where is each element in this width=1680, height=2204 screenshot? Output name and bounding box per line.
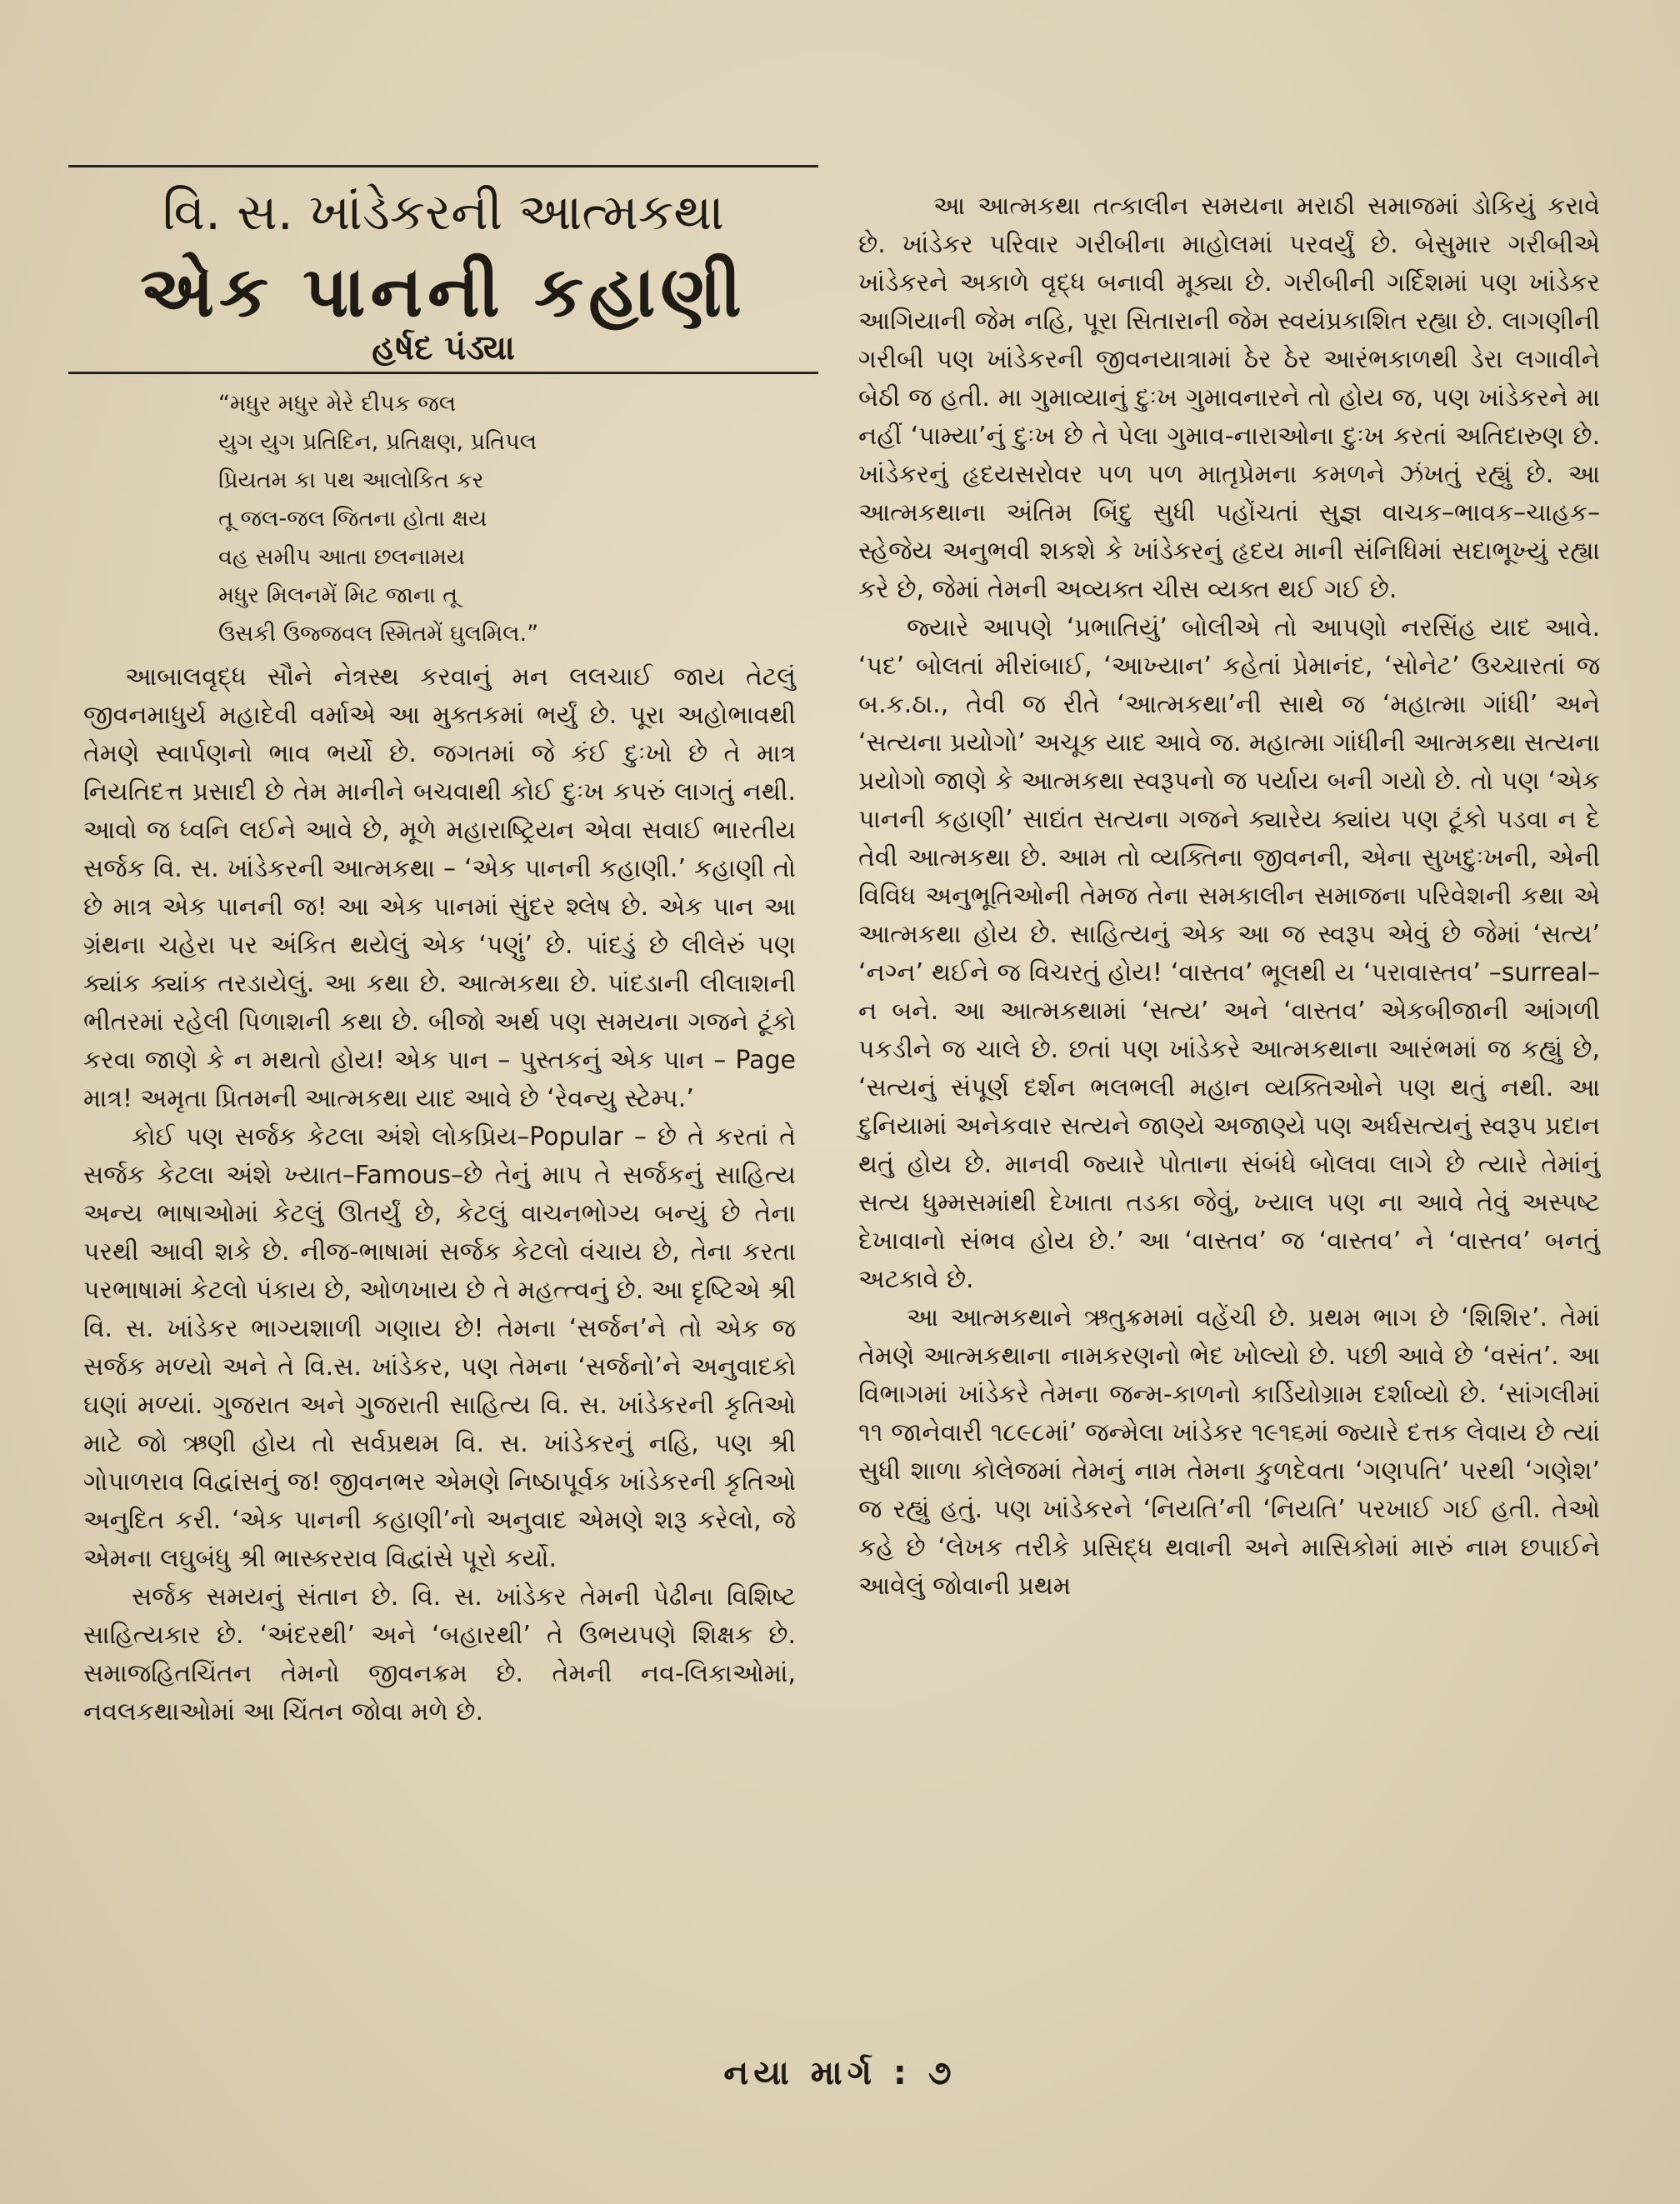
body-paragraph: આબાલવૃદ્ધ સૌને નેત્રસ્થ કરવાનું મન લલચાઈ જાય તેટલું જીવનમાધુર્ય મહાદેવી વર્માએ આ મુક્તકમાં ભર્યું છે. પૂરા અહોભાવથી તેમણે સ્વાર્પણનો ભાવ ભર્યો છે. જગતમાં જે કંઈ દુઃખો છે તે માત્ર નિયતિદત્ત પ્રસાદી છે તેમ માનીને બચવાથી કોઈ દુઃખ કપરું લાગતું નથી. આવો જ ધ્વનિ લઈને આવે છે, મૂળે મહારાષ્ટ્રિયન એવા સવાઈ ભારતીય સર્જક વિ. સ. ખાંડેકરની આત્મકથા – ‘એક પાનની કહાણી.’ કહાણી તો છે માત્ર એક પાનની જ! આ એક પાનમાં સુંદર શ્લેષ છે. એક પાન આ ગ્રંથના ચહેરા પર અંકિત થયેલું એક ‘પણું’ છે. પાંદડું છે લીલેરું પણ ક્યાંક ક્યાંક તરડાયેલું. આ કથા છે. આત્મકથા છે. પાંદડાની લીલાશની ભીતરમાં રહેલી પિળાશની કથા છે. બીજો અર્થ પણ સમયના ગજને ટૂંકો કરવા જાણે કે ન મથતો હોય! એક પાન – પુસ્તકનું એક પાન – Page માત્ર! અમૃતા પ્રિતમની આત્મકથા યાદ આવે છે ‘રેવન્યુ સ્ટેમ્પ.’ — [83, 662, 796, 1113]
poem-line: યુગ યુગ પ્રતિદિન, પ્રતિક્ષણ, પ્રતિપલ — [218, 429, 538, 455]
title-bottom-rule — [68, 372, 818, 374]
poem-line: “મધુર મધુર મેરે દીપક જલ — [218, 391, 457, 417]
body-paragraph: આ આત્મકથા તત્કાલીન સમયના મરાઠી સમાજમાં ડોકિયું કરાવે છે. ખાંડેકર પરિવાર ગરીબીના માહોલમાં પરવર્યું છે. બેસુમાર ગરીબીએ ખાંડેકરને અકાળે વૃદ્ધ બનાવી મૂક્યા છે. ગરીબીની ગર્દિશમાં પણ ખાંડેકર આગિયાની જેમ નહિ, પૂરા સિતારાની જેમ સ્વયંપ્રકાશિત રહ્યા છે. લાગણીની ગરીબી પણ ખાંડેકરની જીવનયાત્રામાં ઠેર ઠેર આરંભકાળથી ડેરા લગાવીને બેઠી જ હતી. મા ગુમાવ્યાનું દુઃખ ગુમાવનારને તો હોય જ, પણ ખાંડેકરને મા નહીં ‘પામ્યા’નું દુઃખ છે તે પેલા ગુમાવ-નારાઓના દુઃખ કરતાં અતિદારુણ છે. ખાંડેકરનું હૃદયસરોવર પળ પળ માતૃપ્રેમના કમળને ઝંખતું રહ્યું છે. આ આત્મકથાના અંતિમ બિંદુ સુધી પહોંચતાં સુજ્ઞ વાચક–ભાવક–ચાહક–સ્હેજેય અનુભવી શકશે કે ખાંડેકરનું હૃદય માની સંનિધિમાં સદાભૂખ્યું રહ્યા કરે છે, જેમાં તેમની અવ્યક્ત ચીસ વ્યક્ત થઈ ગઈ છે. — [858, 192, 1600, 604]
right-column — [858, 187, 1600, 1606]
left-column — [83, 658, 796, 1732]
body-paragraph: સર્જક સમયનું સંતાન છે. વિ. સ. ખાંડેકર તેમની પેઢીના વિશિષ્ટ સાહિત્યકાર છે. ‘અંદરથી’ અને ‘બહારથી’ તે ઉભયપણે શિક્ષક છે. સમાજહિતચિંતન તેમનો જીવનક્રમ છે. તેમની નવ-લિકાઓમાં, નવલકથાઓમાં આ ચિંતન જોવા મળે છે. — [83, 1582, 796, 1727]
body-paragraph: કોઈ પણ સર્જક કેટલા અંશે લોકપ્રિય–Popular – છે તે કરતાં તે સર્જક કેટલા અંશે ખ્યાત–Famous–છે તેનું માપ તે સર્જકનું સાહિત્ય અન્ય ભાષાઓમાં કેટલું ઊતર્યું છે, કેટલું વાચનભોગ્ય બન્યું છે તેના પરથી આવી શકે છે. નીજ-ભાષામાં સર્જક કેટલો વંચાય છે, તેના કરતા પરભાષામાં કેટલો પંકાય છે, ઓળખાય છે તે મહત્ત્વનું છે. આ દૃષ્ટિએ શ્રી વિ. સ. ખાંડેકર ભાગ્યશાળી ગણાય છે! તેમના ‘સર્જન’ને તો એક જ સર્જક મળ્યો અને તે વિ.સ. ખાંડેકર, પણ તેમના ‘સર્જનો’ને અનુવાદકો ઘણાં મળ્યાં. ગુજરાત અને ગુજરાતી સાહિત્ય વિ. સ. ખાંડેકરની કૃતિઓ માટે જો ઋણી હોય તો સર્વપ્રથમ વિ. સ. ખાંડેકરનું નહિ, પણ શ્રી ગોપાળરાવ વિદ્વાંસનું જ! જીવનભર એમણે નિષ્ઠાપૂર્વક ખાંડેકરની કૃતિઓ અનુદિત કરી. ‘એક પાનની કહાણી’નો અનુવાદ એમણે શરૂ કરેલો, જે એમના લઘુબંધુ શ્રી ભાસ્કરરાવ વિદ્વાંસે પૂરો કર્યો. — [83, 1122, 796, 1573]
article-title: એક પાનની કહાણી — [140, 251, 747, 332]
title-top-rule — [68, 165, 818, 167]
epigraph-poem — [218, 385, 802, 653]
article-kicker: વિ. સ. ખાંડેકરની આત્મકથા — [162, 183, 724, 242]
body-paragraph: જ્યારે આપણે ‘પ્રભાતિયું’ બોલીએ તો આપણો નરસિંહ યાદ આવે. ‘પદ’ બોલતાં મીરાંબાઈ, ‘આખ્યાન’ કહેતાં પ્રેમાનંદ, ‘સોનેટ’ ઉચ્ચારતાં જ બ.ક.ઠા., તેવી જ રીતે ‘આત્મકથા’ની સાથે જ ‘મહાત્મા ગાંધી’ અને ‘સત્યના પ્રયોગો’ અચૂક યાદ આવે જ. મહાત્મા ગાંધીની આત્મકથા સત્યના પ્રયોગો જાણે કે આત્મકથા સ્વરૂપનો જ પર્યાય બની ગયો છે. તો પણ ‘એક પાનની કહાણી’ સાદ્યંત સત્યના ગજને ક્યારેય ક્યાંય પણ ટૂંકો પડવા ન દે તેવી આત્મકથા છે. આમ તો વ્યક્તિના જીવનની, એના સુખદુઃખની, એની વિવિધ અનુભૂતિઓની તેમજ તેના સમકાલીન સમાજના પરિવેશની કથા એ આત્મકથા હોય છે. સાહિત્યનું એક આ જ સ્વરૂપ એવું છે જેમાં ‘સત્ય’ ‘નગ્ન’ થઈને જ વિચરતું હોય! ‘વાસ્તવ’ ભૂલથી ય ‘પરાવાસ્તવ’ –surreal–ન બને. આ આત્મકથામાં ‘સત્ય’ અને ‘વાસ્તવ’ એકબીજાની આંગળી પકડીને જ ચાલે છે. છતાં પણ ખાંડેકરે આત્મકથાના આરંભમાં જ કહ્યું છે, ‘સત્યનું સંપૂર્ણ દર્શન ભલભલી મહાન વ્યક્તિઓને પણ થતું નથી. આ દુનિયામાં અનેકવાર સત્યને જાણ્યે અજાણ્યે પણ અર્ધસત્યનું સ્વરૂપ પ્રદાન થતું હોય છે. માનવી જ્યારે પોતાના સંબંધે બોલવા લાગે છે ત્યારે તેમાંનું સત્ય ધુમ્મસમાંથી દેખાતા તડકા જેવું, ખ્યાલ પણ ના આવે તેવું અસ્પષ્ટ દેખાવાનો સંભવ હોય છે.’ આ ‘વાસ્તવ’ જ ‘વાસ્તવ’ ને ‘વાસ્તવ’ બનતું અટકાવે છે. — [858, 613, 1600, 1294]
body-paragraph: આ આત્મકથાને ઋતુક્રમમાં વહેંચી છે. પ્રથમ ભાગ છે ‘શિશિર’. તેમાં તેમણે આત્મકથાના નામકરણનો ભેદ ખોલ્યો છે. પછી આવે છે ‘વસંત’. આ વિભાગમાં ખાંડેકરે તેમના જન્મ-કાળનો કાર્ડિયોગ્રામ દર્શાવ્યો છે. ‘સાંગલીમાં ૧૧ જાનેવારી ૧૮૯૮માં’ જન્મેલા ખાંડેકર ૧૯૧૬માં જ્યારે દત્તક લેવાય છે ત્યાં સુધી શાળા કોલેજમાં તેમનું નામ તેમના કુળદેવતા ‘ગણપતિ’ પરથી ‘ગણેશ’ જ રહ્યું હતું. પણ ખાંડેકરને ‘નિયતિ’ની ‘નિયતિ’ પરખાઈ ગઈ હતી. તેઓ કહે છે ‘લેખક તરીકે પ્રસિદ્ધ થવાની અને માસિકોમાં મારું નામ છપાઈને આવેલું જોવાની પ્રથમ — [858, 1303, 1600, 1601]
poem-line: વહ સમીપ આતા છલનામય — [218, 544, 465, 570]
article-author: હર્ષદ પંડ્યા — [372, 329, 515, 367]
poem-line: મધુર મિલનમેં મિટ જાના તૂ — [218, 582, 458, 608]
poem-line: ઉસકી ઉજ્જવલ સ્મિતમેં ઘુલમિલ.” — [218, 621, 539, 647]
poem-line: પ્રિયતમ કા પથ આલોકિત કર — [218, 467, 484, 493]
page-footer: નયા માર્ગ : ૭ — [723, 2054, 957, 2092]
poem-line: તૂ જલ-જલ જિતના હોતા ક્ષય — [218, 506, 488, 532]
